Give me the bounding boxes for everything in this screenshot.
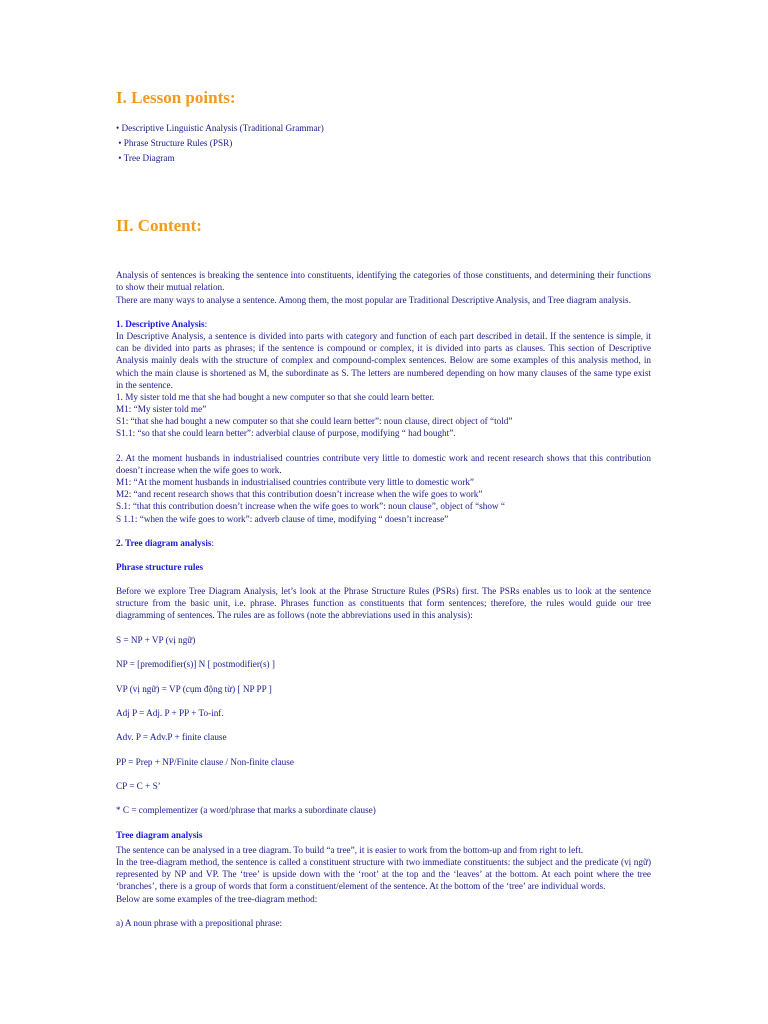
psr-intro-paragraph: Before we explore Tree Diagram Analysis, let’s look at the Phrase Structure Rules (PSRs) first. The PSRs enables us to look at the sentence structure from the basic unit, i.e. phrase. Phrases function as constituents that form sentences; therefore, the rules would guide our tree diagramming of sentences. The rules are as follows (note the abbreviations used in this analysis): <box>116 586 651 621</box>
heading-colon: : <box>204 319 208 329</box>
lesson-point-item: • Descriptive Linguistic Analysis (Traditional Grammar) <box>116 123 324 133</box>
tree-analysis-paragraph: Below are some examples of the tree-diagram method: <box>116 894 318 904</box>
psr-rule: NP = [premodifier(s)] N [ postmodifier(s) ] <box>116 659 275 669</box>
heading-colon: : <box>211 538 215 548</box>
example-line: M1: “At the moment husbands in industrialised countries contribute very little to domestic work” <box>116 477 474 487</box>
descriptive-analysis-title: 1. Descriptive Analysis <box>116 319 205 329</box>
tree-analysis-paragraph: The sentence can be analysed in a tree diagram. To build “a tree”, it is easier to work from the bottom-up and from right to left. <box>116 845 584 855</box>
psr-rule: S = NP + VP (vị ngữ) <box>116 635 196 645</box>
psr-rule-note: * C = complementizer (a word/phrase that marks a subordinate clause) <box>116 805 376 815</box>
example-line: 1. My sister told me that she had bought a new computer so that she could learn better. <box>116 392 435 402</box>
example-a-label: a) A noun phrase with a prepositional phrase: <box>116 918 283 928</box>
example-line: M1: “My sister told me” <box>116 404 207 414</box>
lesson-points-heading: I. Lesson points: <box>116 88 236 107</box>
psr-heading: Phrase structure rules <box>116 562 204 572</box>
example-line: S1.1: “so that she could learn better”: adverbial clause of purpose, modifying “ had bought”. <box>116 428 456 438</box>
example-line: S1: “that she had bought a new computer so that she could learn better”: noun clause, direct object of “told” <box>116 416 513 426</box>
psr-rule: Adj P = Adj. P + PP + To-inf. <box>116 708 224 718</box>
psr-rule: VP (vị ngữ) = VP (cụm động từ) [ NP PP ] <box>116 684 272 694</box>
tree-analysis-title: 2. Tree diagram analysis <box>116 538 212 548</box>
descriptive-analysis-heading <box>116 318 651 330</box>
tree-analysis-heading <box>116 537 651 549</box>
descriptive-paragraph: In Descriptive Analysis, a sentence is divided into parts with category and function of each part described in detail. If the sentence is simple, it can be divided into parts as phrases; if the sentence is compound or complex, it is divided into parts as clauses. This section of Descriptive Analysis mainly deals with the structure of complex and compound-complex sentences. Below are some examples of this analysis method, in which the main clause is shortened as M, the subordinate as S. The letters are numbered depending on how many clauses of the same type exist in the sentence. <box>116 331 651 390</box>
example-line: S 1.1: “when the wife goes to work”: adverb clause of time, modifying “ doesn’t increase” <box>116 514 449 524</box>
example-line: M2: “and recent research shows that this contribution doesn’t increase when the wife goes to work” <box>116 489 483 499</box>
tree-analysis-paragraph: In the tree-diagram method, the sentence is called a constituent structure with two immediate constituents: the subject and the predicate (vị ngữ) represented by NP and VP. The ‘tree’ is upside down with the ‘root’ at the top and the ‘leaves’ at the bottom. At each point where the tree ‘branches’, there is a group of words that form a constituent/element of the sentence. At the bottom of the ‘tree’ are individual words. <box>116 857 651 892</box>
lesson-point-item: • Phrase Structure Rules (PSR) <box>116 138 233 148</box>
lesson-point-item: • Tree Diagram <box>116 153 175 163</box>
psr-rule: Adv. P = Adv.P + finite clause <box>116 732 227 742</box>
psr-rule: PP = Prep + NP/Finite clause / Non-finite clause <box>116 757 294 767</box>
content-heading: II. Content: <box>116 216 202 235</box>
psr-rule: CP = C + S’ <box>116 781 161 791</box>
example-line: S.1: “that this contribution doesn’t increase when the wife goes to work”: noun clause”, object of “show “ <box>116 501 505 511</box>
tree-diagram-analysis-heading: Tree diagram analysis <box>116 830 203 840</box>
intro-paragraph: Analysis of sentences is breaking the sentence into constituents, identifying the categories of those constituents, and determining their functions to show their mutual relation. <box>116 270 651 293</box>
example-paragraph: 2. At the moment husbands in industrialised countries contribute very little to domestic work and recent research shows that this contribution doesn’t increase when the wife goes to work. <box>116 453 651 476</box>
intro-paragraph: There are many ways to analyse a sentence. Among them, the most popular are Traditional Descriptive Analysis, and Tree diagram analysis. <box>116 295 631 305</box>
